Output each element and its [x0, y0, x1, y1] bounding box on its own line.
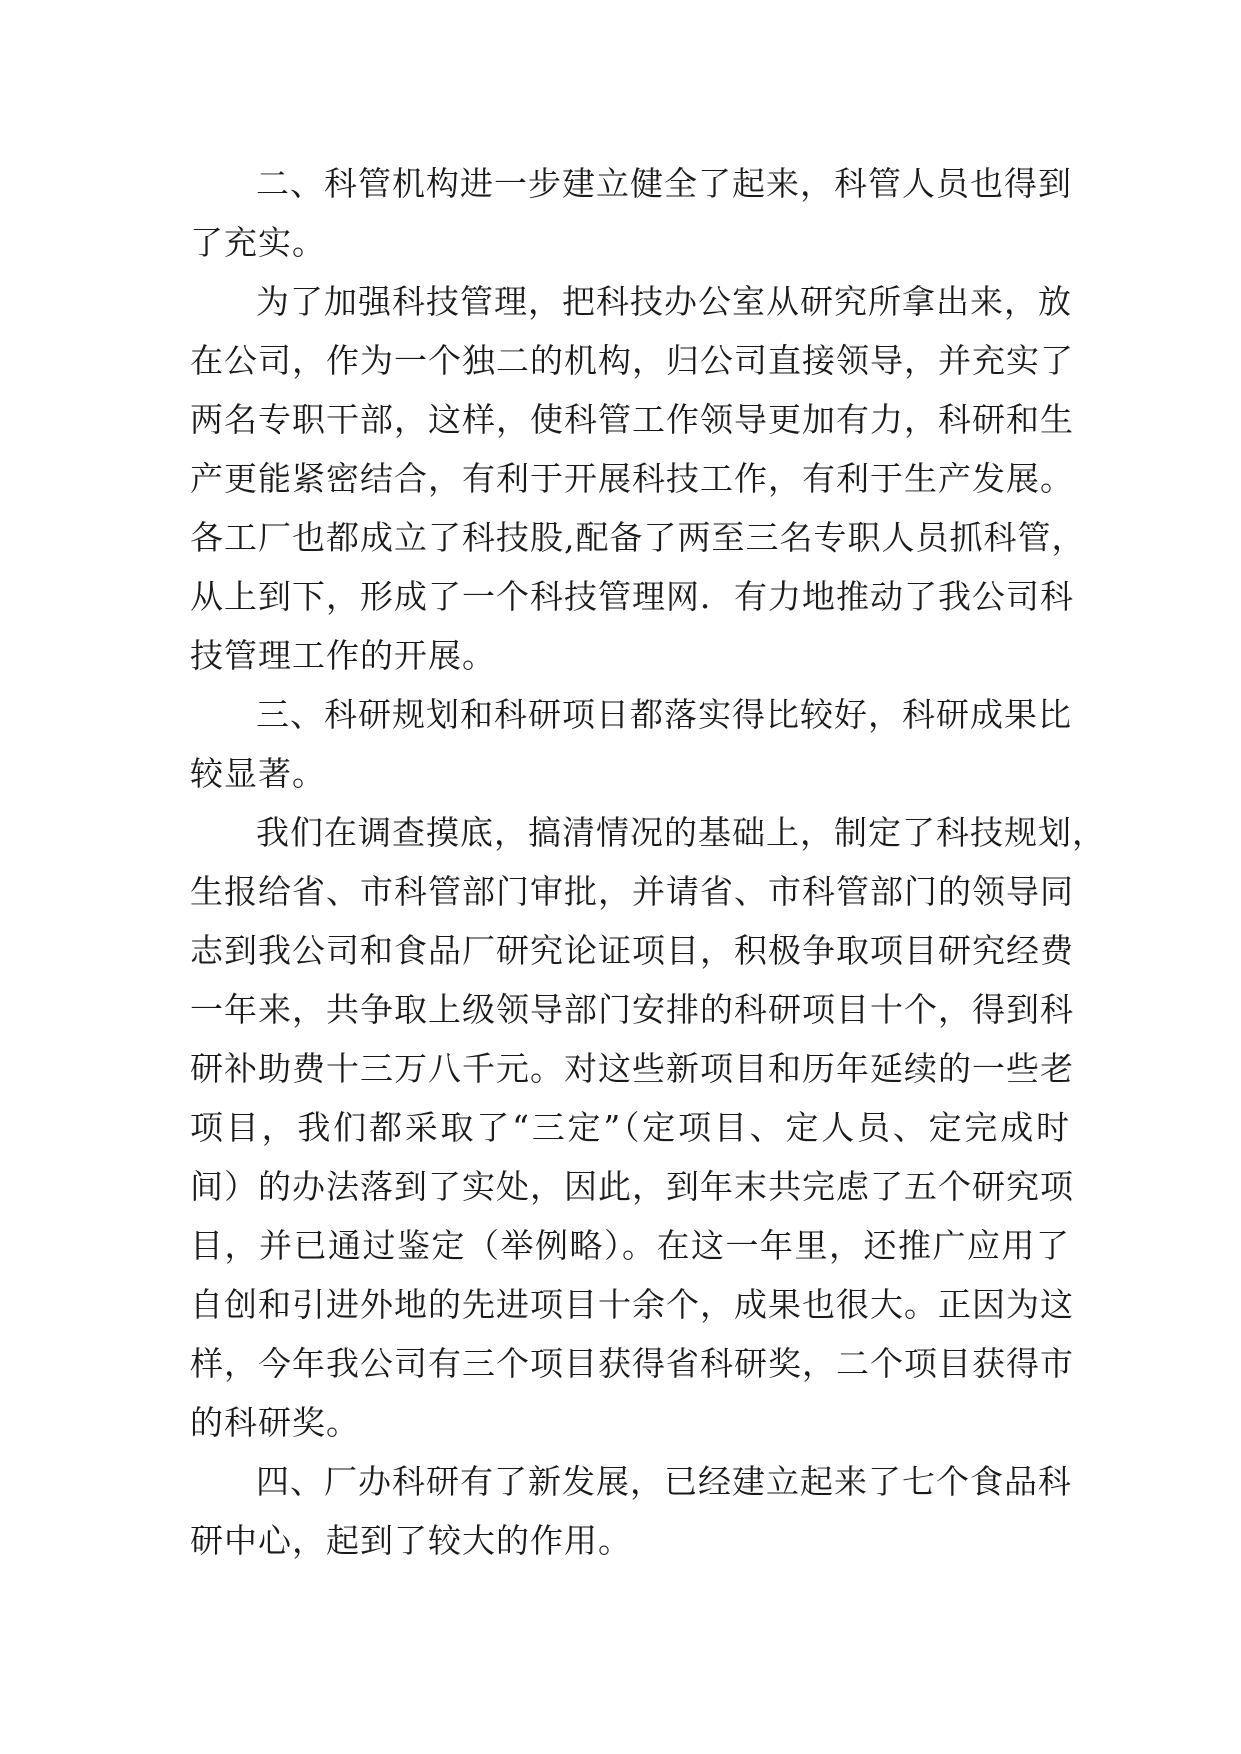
text-line: 自创和引进外地的先进项目十余个，成果也很大。正因为这	[190, 1285, 1074, 1324]
document-body	[190, 154, 1106, 1570]
paragraph-section-three-heading	[190, 685, 1070, 803]
paragraph-section-four-heading	[190, 1452, 1070, 1570]
text-line: 三、科研规划和科研项日都落实得比较好，科研成果比	[256, 695, 1072, 734]
text-line: 生报给省、市科管部门审批，并请省、市科管部门的领导同	[190, 872, 1074, 911]
text-line: 各工厂也都成立了科技股,配备了两至三名专职人员抓科管，	[190, 518, 1086, 557]
text-line: 研中心，起到了较大的作用。	[190, 1521, 632, 1560]
text-line: 一年来，共争取上级领导部门安排的科研项目十个，得到科	[190, 990, 1074, 1029]
text-line: 产更能紧密结合，有利于开展科技工作，有利于生产发展。	[190, 459, 1074, 498]
text-line: 志到我公司和食品厂研究论证项目，积极争取项目研究经费	[190, 931, 1074, 970]
paragraph-section-two-body	[190, 272, 1086, 685]
text-line: 两名专职干部，这样，使科管工作领导更加有力，科研和生	[190, 400, 1074, 439]
text-line: 项目，我们都采取了“三定”（定项目、定人员、定完成时	[190, 1108, 1070, 1147]
text-line: 技管理工作的开展。	[190, 636, 496, 675]
text-line: 较显著。	[190, 754, 326, 793]
text-line: 的科研奖。	[190, 1403, 360, 1442]
text-line: 四、厂办科研有了新发展，已经建立起来了七个食品科	[256, 1462, 1072, 1501]
text-line: 目，并已通过鉴定（举例略）。在这一年里，还推广应用了	[190, 1226, 1070, 1265]
paragraph-section-two-heading	[190, 154, 1070, 272]
text-line: 研补助费十三万八千元。对这些新项目和历年延续的一些老	[190, 1049, 1074, 1088]
text-line: 二、科管机构进一步建立健全了起来，科管人员也得到	[256, 164, 1072, 203]
text-line: 间）的办法落到了实处，因此，到年末共完虑了五个研究项	[190, 1167, 1074, 1206]
text-line: 从上到下，形成了一个科技管理网．有力地推动了我公司科	[190, 577, 1074, 616]
text-line: 为了加强科技管理，把科技办公室从研究所拿出来，放	[256, 282, 1072, 321]
text-line: 在公司，作为一个独二的机构，归公司直接领导，并充实了	[190, 341, 1074, 380]
text-line: 样，今年我公司有三个项目获得省科研奖，二个项目获得市	[190, 1344, 1074, 1383]
text-line: 我们在调查摸底，搞清情况的基础上，制定了科技规划，	[256, 813, 1106, 852]
paragraph-section-three-body	[190, 803, 1106, 1452]
text-line: 了充实。	[190, 223, 326, 262]
